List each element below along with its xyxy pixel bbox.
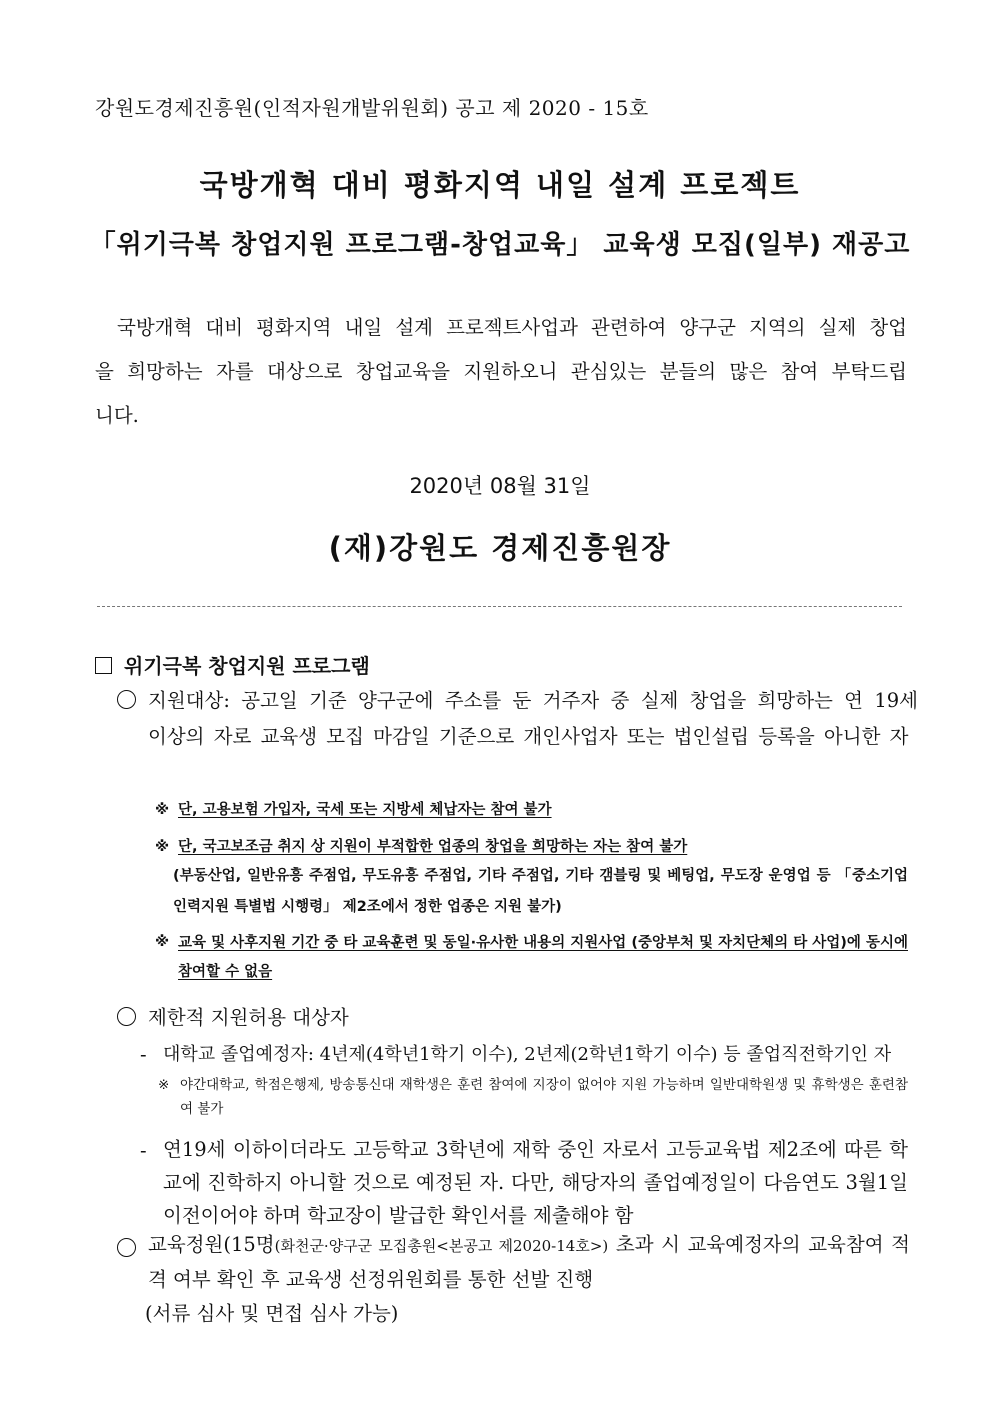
note-2: 단, 국고보조금 취지 상 지원이 부적합한 업종의 창업을 희망하는 자는 참여 불가 [178, 839, 688, 855]
notice-number: 강원도경제진흥원(인적자원개발위원회) 공고 제 2020 - 15호 [95, 96, 649, 120]
circle-bullet-icon [117, 690, 136, 711]
note-mark-2: ※ [155, 839, 170, 855]
dash-mark-1: - [140, 1043, 147, 1066]
capacity-note: (서류 심사 및 면접 심사 가능) [145, 1302, 399, 1325]
section-title: 위기극복 창업지원 프로그램 [124, 654, 370, 678]
limited-dash-1-note: 야간대학교, 학점은행제, 방송통신대 재학생은 훈련 참여에 지장이 없어야 지원 가능하며 일반대학원생 및 휴학생은 훈련참여 불가 [180, 1077, 908, 1117]
limited-dash-1: 대학교 졸업예정자: 4년제(4학년1학기 이수), 2년제(2학년1학기 이수) 등 졸업직전학기인 자 [163, 1044, 892, 1065]
capacity-text [148, 1228, 910, 1297]
note-1: 단, 고용보험 가입자, 국세 또는 지방세 체납자는 참여 불가 [178, 802, 552, 818]
limited-title: 제한적 지원허용 대상자 [148, 1006, 349, 1029]
limited-dash-2: 연19세 이하이더라도 고등학교 3학년에 재학 중인 자로서 고등교육법 제2조에 따른 학교에 진학하지 아니할 것으로 예정된 자. 다만, 해당자의 졸업예정일이 다음연도 3월1일 이전이어야 하며 학교장이 발급한 확인서를 제출해야 함 [163, 1138, 908, 1227]
note-2-detail: (부동산업, 일반유흥 주점업, 무도유흥 주점업, 기타 주점업, 기타 갬블링 및 베팅업, 무도장 운영업 등 「중소기업 인력지원 특별법 시행령」 제2조에서 정한 업종은 지원 불가) [173, 868, 908, 915]
capacity-paren: (화천군·양구군 모집총원<본공고 제2020-14호>) [274, 1237, 609, 1255]
divider [97, 606, 902, 607]
circle-bullet-icon [117, 1007, 136, 1028]
note-3: 교육 및 사후지원 기간 중 타 교육훈련 및 동일·유사한 내용의 지원사업 (중앙부처 및 자치단체의 타 사업)에 동시에 참여할 수 없음 [178, 935, 908, 980]
note-mark-3: ※ [155, 934, 170, 950]
note-mark-4: ※ [158, 1077, 170, 1093]
intro-paragraph: 국방개혁 대비 평화지역 내일 설계 프로젝트사업과 관련하여 양구군 지역의 실제 창업을 희망하는 자를 대상으로 창업교육을 지원하오니 관심있는 분들의 많은 참여 부탁드립니다. [95, 316, 907, 427]
note-mark-1: ※ [155, 802, 170, 818]
target-text: 지원대상: 공고일 기준 양구군에 주소를 둔 거주자 중 실제 창업을 희망하는 연 19세 이상의 자로 교육생 모집 마감일 기준으로 개인사업자 또는 법인설립 등록을 아니한 자 [148, 689, 918, 748]
section-heading [95, 650, 370, 679]
dash-mark-2: - [140, 1139, 147, 1162]
capacity-lead: 교육정원(15명 [148, 1233, 275, 1256]
signer: (재)강원도 경제진흥원장 [328, 531, 672, 565]
page-subtitle: 「위기극복 창업지원 프로그램-창업교육」 교육생 모집(일부) 재공고 [89, 230, 911, 260]
page-title: 국방개혁 대비 평화지역 내일 설계 프로젝트 [199, 168, 801, 202]
square-bullet-icon [95, 657, 112, 674]
circle-bullet-icon [117, 1238, 136, 1259]
capacity-rest: 초과 시 교육예정자의 교육참여 적격 여부 확인 후 교육생 선정위원회를 통한 선발 진행 [148, 1233, 910, 1291]
notice-date: 2020년 08월 31일 [409, 474, 591, 498]
